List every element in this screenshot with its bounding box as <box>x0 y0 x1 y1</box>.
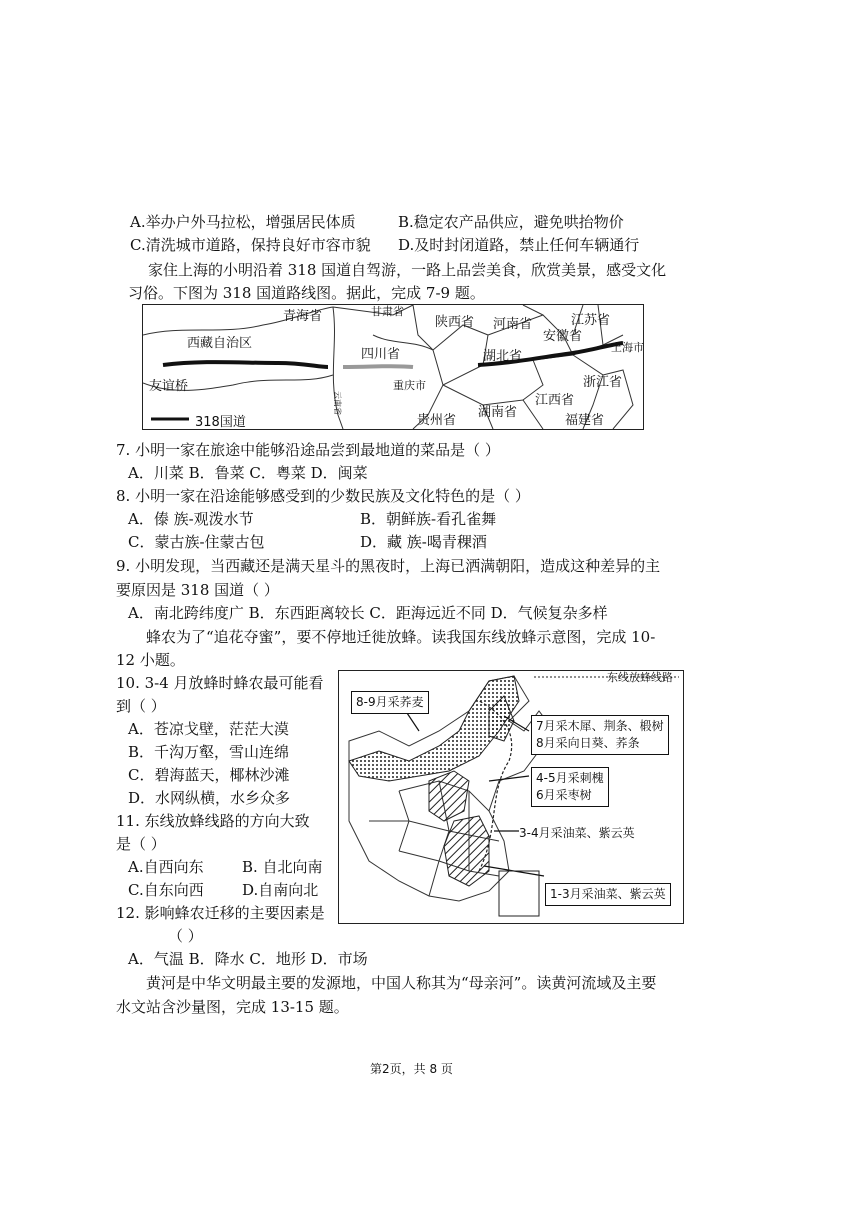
bee-legend: 东线放蜂线路 <box>607 671 673 684</box>
box-jan-mar: 1-3月采油菜、紫云英 <box>545 883 671 906</box>
intro-10-12-line2: 12 小题。 <box>116 651 185 669</box>
label-shanghai: 上海市 <box>611 341 644 354</box>
q12-options: A．气温 B．降水 C．地形 D．市场 <box>128 950 368 968</box>
label-jiangxi: 江西省 <box>535 393 575 408</box>
box-apr-jun-line1: 4-5月采刺槐 <box>536 771 604 785</box>
q11-option-a: A.自西向东 <box>128 858 204 876</box>
box-mar-apr: 3-4月采油菜、紫云英 <box>519 826 635 840</box>
intro-10-12-line1: 蜂农为了“追花夺蜜”，要不停地迁徙放蜂。读我国东线放蜂示意图，完成 10- <box>146 628 656 646</box>
label-gansu: 甘肃省 <box>371 305 404 318</box>
q9-line2: 要原因是 318 国道（ ） <box>116 581 279 599</box>
q7-stem: 7. 小明一家在旅途中能够沿途品尝到最地道的菜品是（ ） <box>116 441 500 459</box>
label-hubei: 湖北省 <box>483 349 523 364</box>
box-aug-sep: 8-9月采荞麦 <box>351 691 429 714</box>
box-jul-aug-line1: 7月采木犀、荆条、椴树 <box>536 719 664 733</box>
label-sichuan: 四川省 <box>361 347 401 362</box>
q11-line1: 11. 东线放蜂线路的方向大致 <box>116 812 310 830</box>
route-318-map <box>142 304 644 430</box>
label-anhui: 安徽省 <box>543 329 583 344</box>
box-apr-jun-line2: 6月采枣树 <box>536 788 592 802</box>
q10-option-a: A．苍凉戈壁，茫茫大漠 <box>128 720 289 738</box>
option-a: A.举办户外马拉松，增强居民体质 <box>130 213 356 231</box>
q11-option-c: C.自东向西 <box>128 881 204 899</box>
q10-line2: 到（ ） <box>116 697 166 715</box>
q8-option-b: B．朝鲜族-看孔雀舞 <box>360 510 497 528</box>
label-henan: 河南省 <box>493 317 533 332</box>
q11-line2: 是（ ） <box>116 835 166 853</box>
q10-option-d: D．水网纵横，水乡众多 <box>128 789 291 807</box>
q12-line2: （ ） <box>168 927 203 945</box>
q9-line1: 9. 小明发现，当西藏还是满天星斗的黑夜时，上海已洒满朝阳，造成这种差异的主 <box>116 557 661 575</box>
q11-option-d: D.自南向北 <box>242 881 319 899</box>
q9-options: A．南北跨纬度广 B．东西距离较长 C．距海远近不同 D．气候复杂多样 <box>128 604 608 622</box>
intro-7-9-line2: 习俗。下图为 318 国道路线图。据此，完成 7-9 题。 <box>128 284 485 302</box>
label-fujian: 福建省 <box>565 413 605 428</box>
label-qinghai: 青海省 <box>283 309 323 324</box>
label-shaanxi: 陕西省 <box>435 315 475 330</box>
q10-line1: 10. 3-4 月放蜂时蜂农最可能看 <box>116 674 324 692</box>
label-zhejiang: 浙江省 <box>583 375 623 390</box>
q8-option-a: A．傣 族-观泼水节 <box>128 510 254 528</box>
q10-option-c: C．碧海蓝天，椰林沙滩 <box>128 766 290 784</box>
label-youyiqiao: 友谊桥 <box>149 379 189 394</box>
option-c: C.清洗城市道路，保持良好市容市貌 <box>130 236 371 254</box>
q11-option-b: B. 自北向南 <box>242 858 323 876</box>
label-chongqing: 重庆市 <box>393 379 426 392</box>
bee-route-map <box>338 670 684 924</box>
q8-stem: 8. 小明一家在沿途能够感受到的少数民族及文化特色的是（ ） <box>116 487 530 505</box>
page-footer: 第2页，共 8 页 <box>370 1062 453 1076</box>
intro-13-15-line2: 水文站含沙量图，完成 13-15 题。 <box>116 998 349 1016</box>
legend-318: 318国道 <box>195 415 246 430</box>
q8-option-c: C．蒙古族-住蒙古包 <box>128 533 265 551</box>
option-d: D.及时封闭道路，禁止任何车辆通行 <box>398 236 640 254</box>
box-jul-aug-line2: 8月采向日葵、荞条 <box>536 736 640 750</box>
q12-line1: 12. 影响蜂农迁移的主要因素是 <box>116 904 325 922</box>
label-guizhou: 贵州省 <box>417 413 457 428</box>
box-jul-aug <box>531 715 669 755</box>
label-jiangsu: 江苏省 <box>571 313 611 328</box>
option-b: B.稳定农产品供应，避免哄抬物价 <box>398 213 624 231</box>
box-apr-jun <box>531 767 609 807</box>
q7-options: A．川菜 B．鲁菜 C．粤菜 D．闽菜 <box>128 464 368 482</box>
q10-option-b: B．千沟万壑，雪山连绵 <box>128 743 290 761</box>
intro-13-15-line1: 黄河是中华文明最主要的发源地，中国人称其为“母亲河”。读黄河流域及主要 <box>146 974 657 992</box>
intro-7-9-line1: 家住上海的小明沿着 318 国道自驾游，一路上品尝美食，欣赏美景，感受文化 <box>148 261 667 279</box>
label-yunnan: 云南省 <box>333 391 342 415</box>
label-xizang: 西藏自治区 <box>187 336 253 351</box>
label-hunan: 湖南省 <box>478 405 518 420</box>
q8-option-d: D．藏 族-喝青稞酒 <box>360 533 487 551</box>
